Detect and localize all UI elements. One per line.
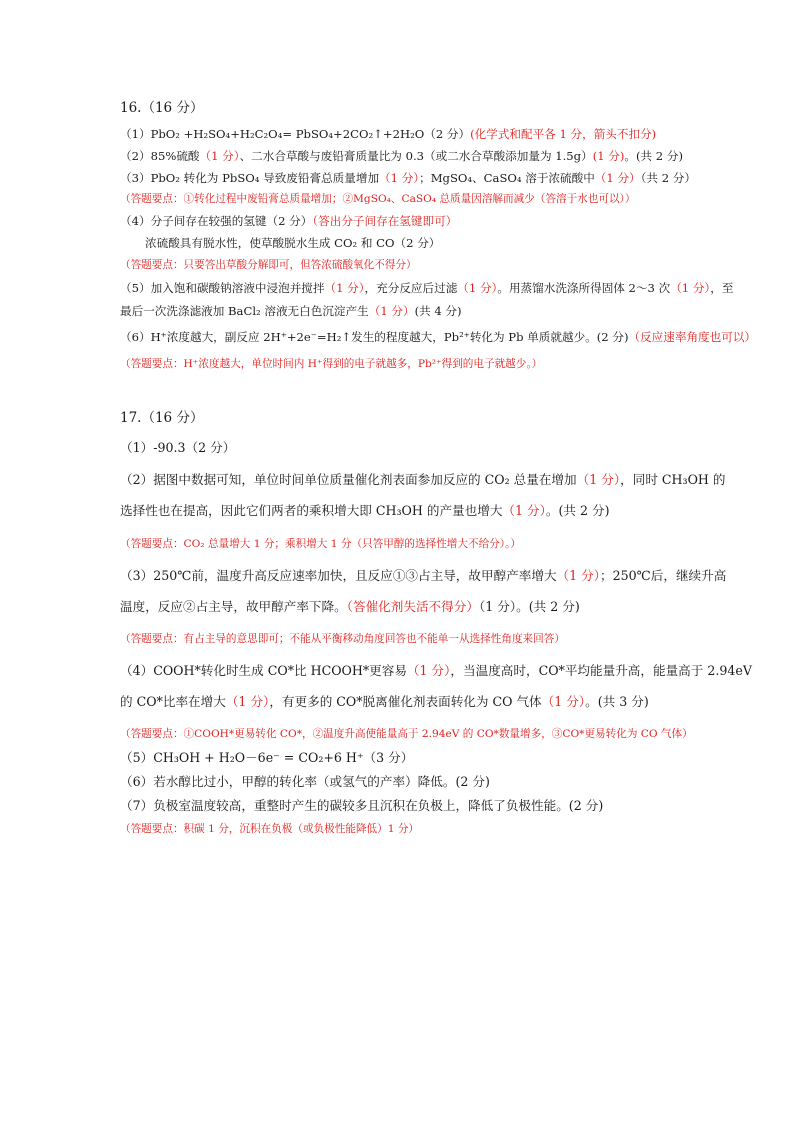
q17-line-3b [120, 599, 690, 615]
scoring-note: (化学式和配平各 1 分，箭头不扣分) [470, 127, 657, 141]
answer-text: 选择性也在提高，因此它们两者的乘积增大即 CH₃OH 的产量也增大 [120, 503, 503, 518]
answer-text: ，有更多的 CO*脱离催化剂表面转化为 CO 气体 [269, 694, 542, 709]
q16-line-5b [120, 303, 690, 319]
answer-text: 的 CO*比率在增大 [120, 694, 226, 709]
q16-line-1 [120, 126, 690, 142]
answer-text: （4）COOH*转化时生成 CO*比 HCOOH*更容易 [120, 663, 407, 678]
scoring-note: （1 分） [457, 281, 498, 295]
answer-text: 、二水合草酸与废铅膏质量比为 0.3（或二水合草酸添加量为 1.5g） [239, 149, 593, 163]
q17-line-3 [120, 568, 727, 584]
scoring-note: （1 分） [541, 694, 586, 709]
answer-text: 。(共 2 分) [624, 149, 683, 163]
q16-key-points-6: （答题要点：H⁺浓度越大，单位时间内 H⁺得到的电子就越多，Pb²⁺得到的电子就越少。） [120, 358, 543, 370]
q16-key-points-3: （答题要点：①转化过程中废铅膏总质量增加；②MgSO₄、CaSO₄ 总质量因溶解而减少（答溶于水也可以）） [120, 193, 636, 205]
scoring-note: （1 分） [576, 472, 621, 487]
q16-line-2 [120, 148, 690, 164]
answer-text: （2）据图中数据可知，单位时间单位质量催化剂表面参加反应的 CO₂ 总量在增加 [120, 472, 577, 487]
scoring-note: （1 分） [670, 281, 711, 295]
answer-text: （6）H⁺浓度越大，副反应 2H⁺+2e⁻=H₂↑发生的程度越大，Pb²⁺转化为 Pb 单质就越少。(2 分) [120, 330, 629, 344]
answer-text: 。(共 3 分) [585, 694, 649, 709]
q16-line-5 [120, 280, 734, 296]
q16-line-3 [120, 170, 696, 186]
scoring-note: （1 分） [406, 663, 451, 678]
answer-text: ，同时 CH₃OH 的 [620, 472, 726, 487]
scoring-note: （1 分） [556, 568, 601, 583]
answer-text: 最后一次洗涤滤液加 BaCl₂ 溶液无白色沉淀产生 [120, 304, 369, 318]
q17-line-5: （5）CH₃OH + H₂O－6e⁻ = CO₂+6 H⁺（3 分） [120, 750, 414, 765]
answer-text: （4）分子间存在较强的氢键（2 分） [120, 214, 313, 228]
answer-text: 。用蒸馏水洗涤所得固体 2～3 次 [497, 281, 671, 295]
question-17-title: 17.（16 分） [120, 410, 204, 426]
scoring-note: （1 分） [199, 149, 240, 163]
q16-key-points-4: （答题要点：只要答出草酸分解即可，但答浓硫酸氧化不得分） [120, 259, 417, 271]
answer-text: (共 4 分) [414, 304, 462, 318]
q16-line-6 [120, 329, 757, 345]
answer-text: 。(共 2 分) [545, 503, 610, 518]
scoring-note: (1 分) [592, 149, 625, 163]
q17-key-points-3: （答题要点：有占主导的意思即可；不能从平衡移动角度回答也不能单一从选择性角度来回答） [120, 633, 565, 645]
answer-text: 温度，反应②占主导，故甲醇产率下降。 [120, 599, 347, 614]
scoring-note: （1 分） [225, 694, 270, 709]
q17-line-4 [120, 663, 752, 679]
scoring-note: （答出分子间存在氢键即可） [312, 214, 458, 228]
scoring-note: （1 分） [502, 503, 546, 518]
answer-text: （1）PbO₂ +H₂SO₄+H₂C₂O₄= PbSO₄+2CO₂↑+2H₂O（2 分） [120, 127, 471, 141]
answer-text: （共 2 分） [640, 171, 696, 185]
answer-text: ，当温度高时，CO*平均能量升高，能量高于 2.94eV [450, 663, 752, 678]
scoring-note: （1 分） [324, 281, 365, 295]
answer-text: （1 分）。(共 2 分) [478, 599, 580, 614]
answer-text: （5）加入饱和碳酸钠溶液中浸泡并搅拌 [120, 281, 325, 295]
scoring-note: （答催化剂失活不得分） [346, 599, 479, 614]
scoring-note: （反应速率角度也可以） [628, 330, 757, 344]
answer-text: ；MgSO₄、CaSO₄ 溶于浓硫酸中 [419, 171, 595, 185]
question-16-title: 16.（16 分） [120, 100, 204, 116]
q16-line-4 [120, 213, 690, 229]
q17-line-4b [120, 694, 690, 710]
q17-key-points-4: （答题要点：①COOH*更易转化 CO*，②温度升高使能量高于 2.94eV 的 CO*数量增多，③CO*更易转化为 CO 气体） [120, 728, 693, 740]
q17-key-points-2: （答题要点：CO₂ 总量增大 1 分；乘积增大 1 分（只答甲醇的选择性增大不给分）。） [120, 538, 521, 550]
answer-text: ；250℃后，继续升高 [600, 568, 727, 583]
q17-line-1: （1）-90.3（2 分） [120, 440, 236, 455]
scoring-note: （1 分） [368, 304, 415, 318]
scoring-note: （1 分） [594, 171, 641, 185]
q17-key-points-7: （答题要点：积碳 1 分，沉积在负极（或负极性能降低）1 分） [120, 823, 420, 835]
q17-line-2 [120, 472, 726, 488]
q17-line-6: （6）若水醇比过小，甲醇的转化率（或氢气的产率）降低。(2 分) [120, 774, 490, 789]
q17-line-7: （7）负极室温度较高，重整时产生的碳较多且沉积在负极上，降低了负极性能。(2 分) [120, 798, 604, 813]
answer-text: （3）250℃前，温度升高反应速率加快，且反应①③占主导，故甲醇产率增大 [120, 568, 557, 583]
scoring-note: （1 分） [379, 171, 420, 185]
answer-text: （3）PbO₂ 转化为 PbSO₄ 导致废铅膏总质量增加 [120, 171, 380, 185]
answer-text: ，至 [710, 281, 734, 295]
q16-line-4b: 浓硫酸具有脱水性，使草酸脱水生成 CO₂ 和 CO（2 分） [145, 236, 441, 250]
answer-text: ，充分反应后过滤 [364, 281, 458, 295]
q17-line-2b [120, 503, 690, 519]
answer-text: （2）85%硫酸 [120, 149, 200, 163]
